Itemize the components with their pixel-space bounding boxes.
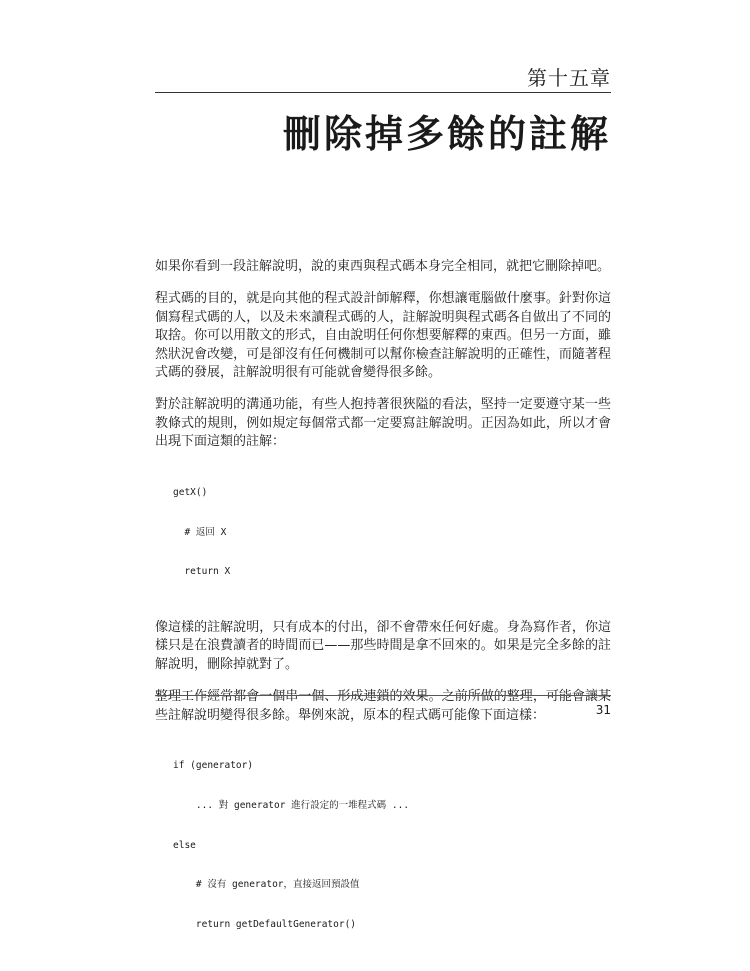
code-line: # 沒有 generator，直接返回預設值 [173,879,360,891]
chapter-title: 刪除掉多餘的註解 [282,112,611,156]
code-line: else [173,839,196,851]
code-line: ... 對 generator 進行設定的一堆程式碼 ... [173,799,410,811]
page-number: 31 [595,703,611,717]
paragraph-2: 程式碼的目的，就是向其他的程式設計師解釋，你想讓電腦做什麼事。針對你這個寫程式碼的人，以及未來讀程式碼的人，註解說明與程式碼各自做出了不同的取捨。你可以用散文的形式，自由說明任何你想要解釋的東西。但另一方面，雖然狀況會改變，可是卻沒有任何機制可以幫你檢查註解說明的正確性，而隨著程式碼的發展，註解說明很有可能就會變得很多餘。 [155,291,611,381]
code-line: return getDefaultGenerator() [173,918,357,930]
paragraph-1: 如果你看到一段註解說明，說的東西與程式碼本身完全相同，就把它刪除掉吧。 [155,259,611,274]
code-block-getx [173,460,611,605]
code-line: if (generator) [173,760,254,772]
chapter-rule [155,92,611,93]
chapter-label: 第十五章 [527,66,611,90]
code-line: getX() [173,487,208,499]
paragraph-5: 整理工作經常都會一個串一個、形成連鎖的效果。之前所做的整理，可能會讓某些註解說明變得很多餘。舉例來說，原本的程式碼可能像下面這樣： [155,689,611,723]
paragraph-3: 對於註解說明的溝通功能，有些人抱持著很狹隘的看法，堅持一定要遵守某一些教條式的規則，例如規定每個常式都一定要寫註解說明。正因為如此，所以才會出現下面這類的註解： [155,397,611,450]
paragraph-4: 像這樣的註解說明，只有成本的付出，卻不會帶來任何好處。身為寫作者，你這樣只是在浪費讀者的時間而已——那些時間是拿不回來的。如果是完全多餘的註解說明，刪除掉就對了。 [155,619,611,672]
code-line: # 返回 X [173,526,227,538]
footer-rule [155,695,611,696]
page-body [155,258,611,971]
code-line: return X [173,566,231,578]
code-block-generator [173,733,611,957]
